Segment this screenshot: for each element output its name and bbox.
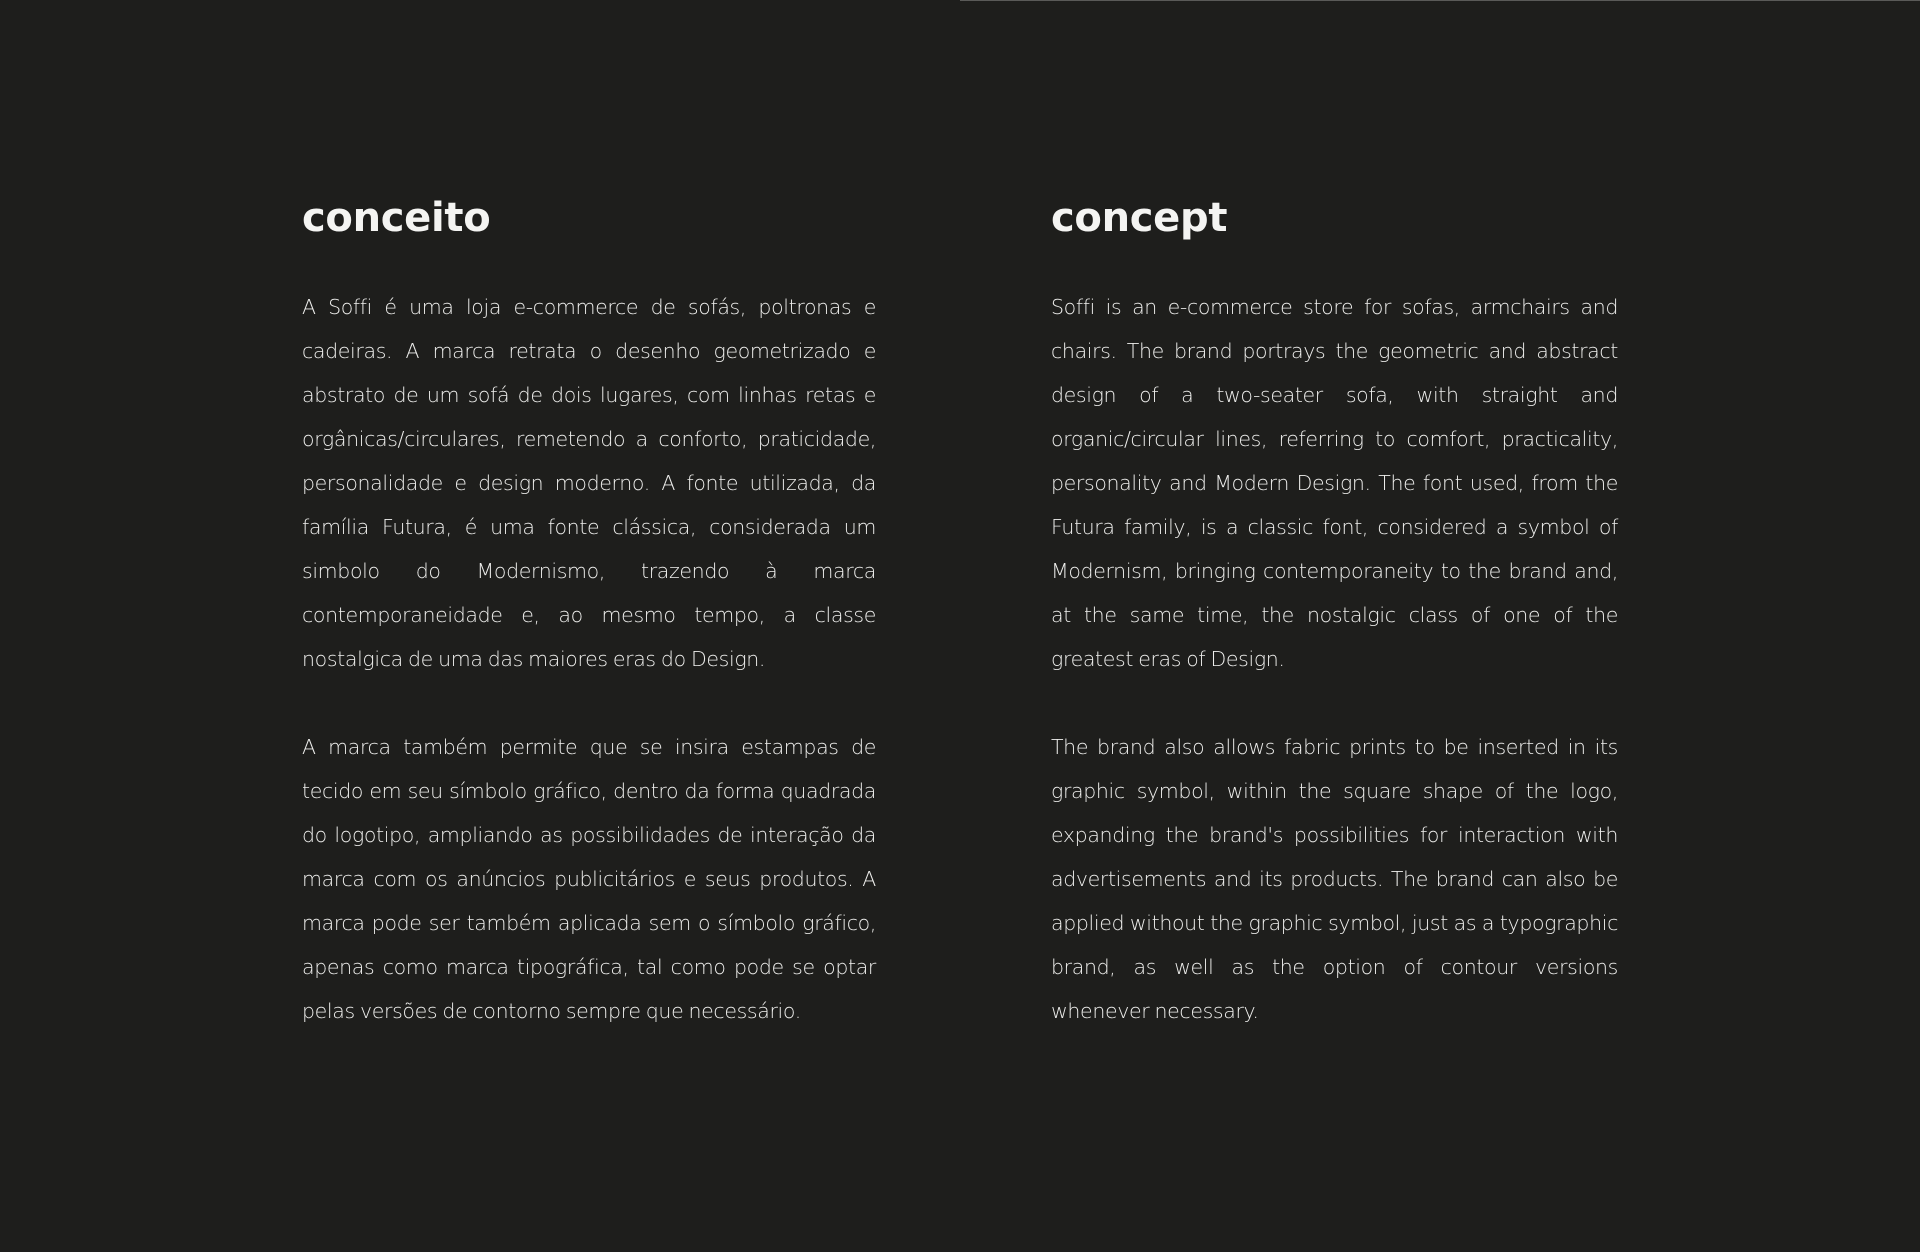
section-heading-concept: concept — [1051, 195, 1228, 241]
section-heading-conceito: conceito — [302, 195, 491, 241]
concept-section-english — [1051, 190, 1618, 1033]
paragraph-pt-1: A Soffi é uma loja e-commerce de sofás, poltronas e cadeiras. A marca retrata o desenho geometrizado e abstrato de um sofá de dois lugares, com linhas retas e orgânicas/circulares, remetendo a conforto, praticidade, personalidade e design moderno. A fonte utilizada, da família Futura, é uma fonte clássica, considerada um simbolo do Modernismo, trazendo à marca contemporaneidade e, ao mesmo tempo, a classe nostalgica de uma das maiores eras do Design. — [302, 295, 876, 671]
paragraph-pt-2: A marca também permite que se insira estampas de tecido em seu símbolo gráfico, dentro da forma quadrada do logotipo, ampliando as possibilidades de interação da marca com os anúncios publicitários e seus produtos. A marca pode ser também aplicada sem o símbolo gráfico, apenas como marca tipográfica, tal como pode se optar pelas versões de contorno sempre que necessário. — [302, 735, 876, 1023]
paragraph-en-1: Soffi is an e-commerce store for sofas, armchairs and chairs. The brand portrays the geometric and abstract design of a two-seater sofa, with straight and organic/circular lines, referring to comfort, practicality, personality and Modern Design. The font used, from the Futura family, is a classic font, considered a symbol of Modernism, bringing contemporaneity to the brand and, at the same time, the nostalgic class of one of the greatest eras of Design. — [1051, 295, 1618, 671]
paragraph-en-2: The brand also allows fabric prints to be inserted in its graphic symbol, within the square shape of the logo, expanding the brand's possibilities for interaction with advertisements and its products. The brand can also be applied without the graphic symbol, just as a typographic brand, as well as the option of contour versions whenever necessary. — [1051, 735, 1618, 1023]
top-divider-line — [960, 0, 1920, 1]
concept-section-portuguese — [302, 190, 876, 1033]
